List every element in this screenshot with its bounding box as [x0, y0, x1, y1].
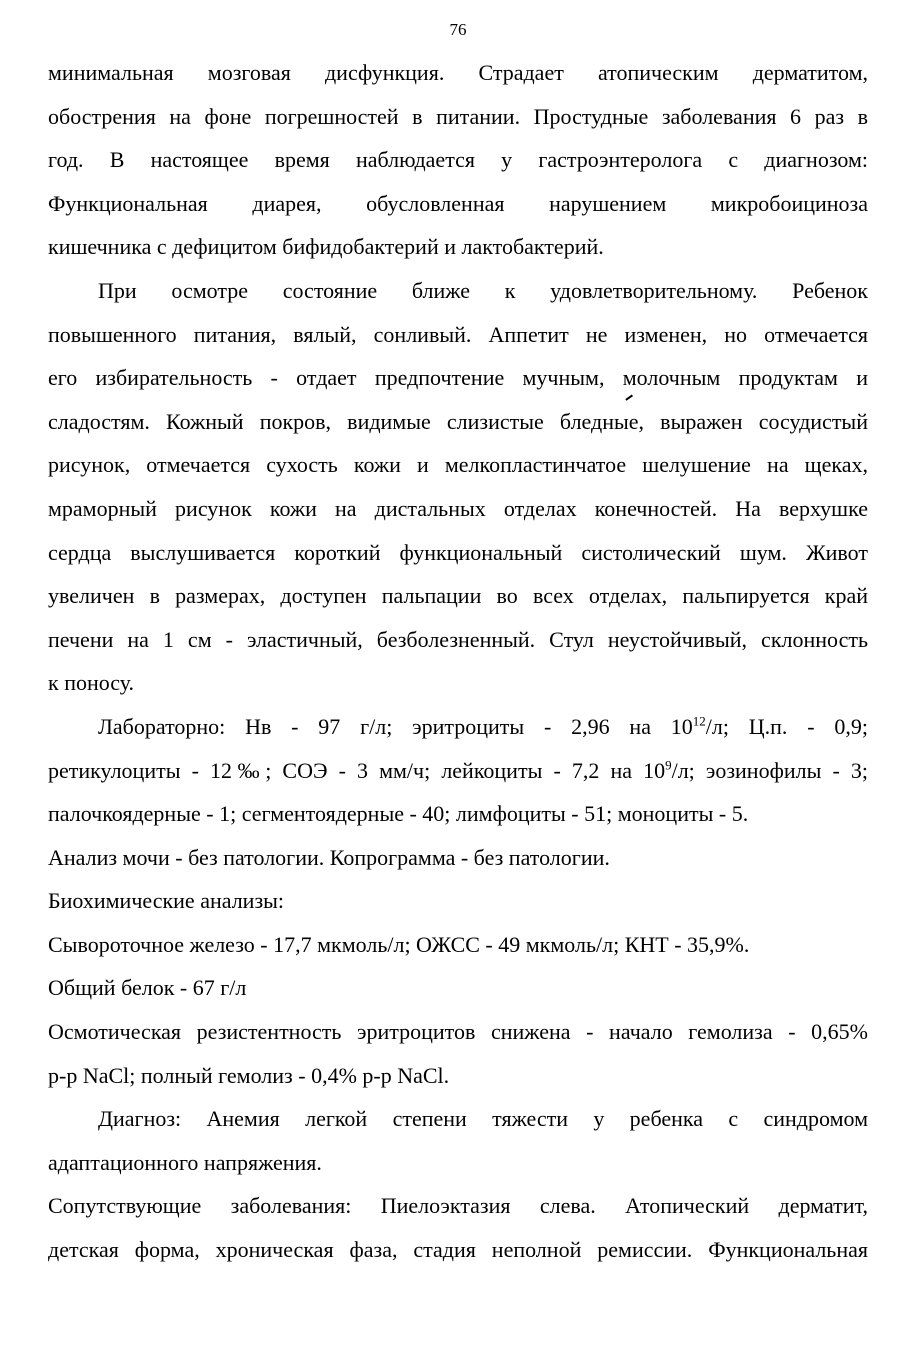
exponent: 12 [692, 713, 706, 729]
paragraph-laboratory [48, 705, 868, 836]
paragraph-comorbidities [48, 1184, 868, 1271]
page-number: 76 [449, 20, 467, 39]
paragraph-diagnosis [48, 1097, 868, 1184]
lab-text: /л; эозинофилы - 3; [671, 757, 868, 783]
exponent: 9 [665, 757, 672, 773]
text-line [48, 705, 868, 749]
lab-text: ретикулоциты - 12‰; СОЭ - 3 мм/ч; лейкоциты - 7,2 на 10 [48, 757, 666, 783]
text-line: увеличен в размерах, доступен пальпации во всех отделах, пальпируется край [48, 583, 868, 609]
text-line: кишечника с дефицитом бифидобактерий и лактобактерий. [48, 234, 604, 260]
text-line: минимальная мозговая дисфункция. Страдает атопическим дерматитом, [48, 60, 868, 85]
total-protein-line: Общий белок - 67 г/л [48, 975, 247, 1001]
paragraph-osmotic [48, 1010, 868, 1097]
text-line: его избирательность - отдает предпочтение мучным, молочным продуктам и [48, 365, 868, 391]
text-line: Функциональная диарея, обусловленная нарушением микробоициноза [48, 190, 868, 216]
text-line: При осмотре состояние ближе к удовлетворительному. Ребенок [98, 277, 868, 303]
text-line [48, 749, 868, 793]
text-line: адаптационного напряжения. [48, 1149, 322, 1175]
text-line: р-р NaCl; полный гемолиз - 0,4% р-р NaCl. [48, 1062, 450, 1088]
text-line: год. В настоящее время наблюдается у гастроэнтеролога с диагнозом: [48, 147, 868, 173]
text-line: Диагноз: Анемия легкой степени тяжести у ребенка с синдромом [98, 1106, 868, 1132]
text-line: к поносу. [48, 670, 135, 696]
text-line: Сопутствующие заболевания: Пиелоэктазия слева. Атопический дерматит, [48, 1193, 868, 1219]
text-line: Осмотическая резистентность эритроцитов снижена - начало гемолиза - 0,65% [48, 1019, 868, 1045]
text-line: палочкоядерные - 1; сегментоядерные - 40; лимфоциты - 51; моноциты - 5. [48, 801, 749, 827]
paragraph-examination [48, 269, 868, 705]
lab-text: Лабораторно: Нв - 97 г/л; эритроциты - 2,96 на 10 [98, 713, 693, 739]
text-line: детская форма, хроническая фаза, стадия неполной ремиссии. Функциональная [48, 1237, 868, 1263]
urine-analysis-line: Анализ мочи - без патологии. Копрограмма - без патологии. [48, 844, 610, 870]
lab-text: /л; Ц.п. - 0,9; [705, 713, 868, 739]
text-line: мраморный рисунок кожи на дистальных отделах конечностей. На верхушке [48, 495, 868, 521]
serum-iron-line: Сывороточное железо - 17,7 мкмоль/л; ОЖСС - 49 мкмоль/л; КНТ - 35,9%. [48, 931, 750, 957]
text-line: печени на 1 см - эластичный, безболезненный. Стул неустойчивый, склонность [48, 626, 868, 652]
document-body [48, 51, 868, 1272]
text-line: повышенного питания, вялый, сонливый. Аппетит не изменен, но отмечается [48, 321, 868, 347]
text-line: рисунок, отмечается сухость кожи и мелкопластинчатое шелушение на щеках, [48, 452, 868, 478]
biochem-heading: Биохимические анализы: [48, 888, 285, 914]
paragraph-history [48, 51, 868, 269]
text-line: обострения на фоне погрешностей в питании. Простудные заболевания 6 раз в [48, 103, 868, 129]
text-line: сладостям. Кожный покров, видимые слизистые бледные, выражен сосудистый [48, 408, 868, 434]
text-line: сердца выслушивается короткий функциональный систолический шум. Живот [48, 539, 868, 565]
